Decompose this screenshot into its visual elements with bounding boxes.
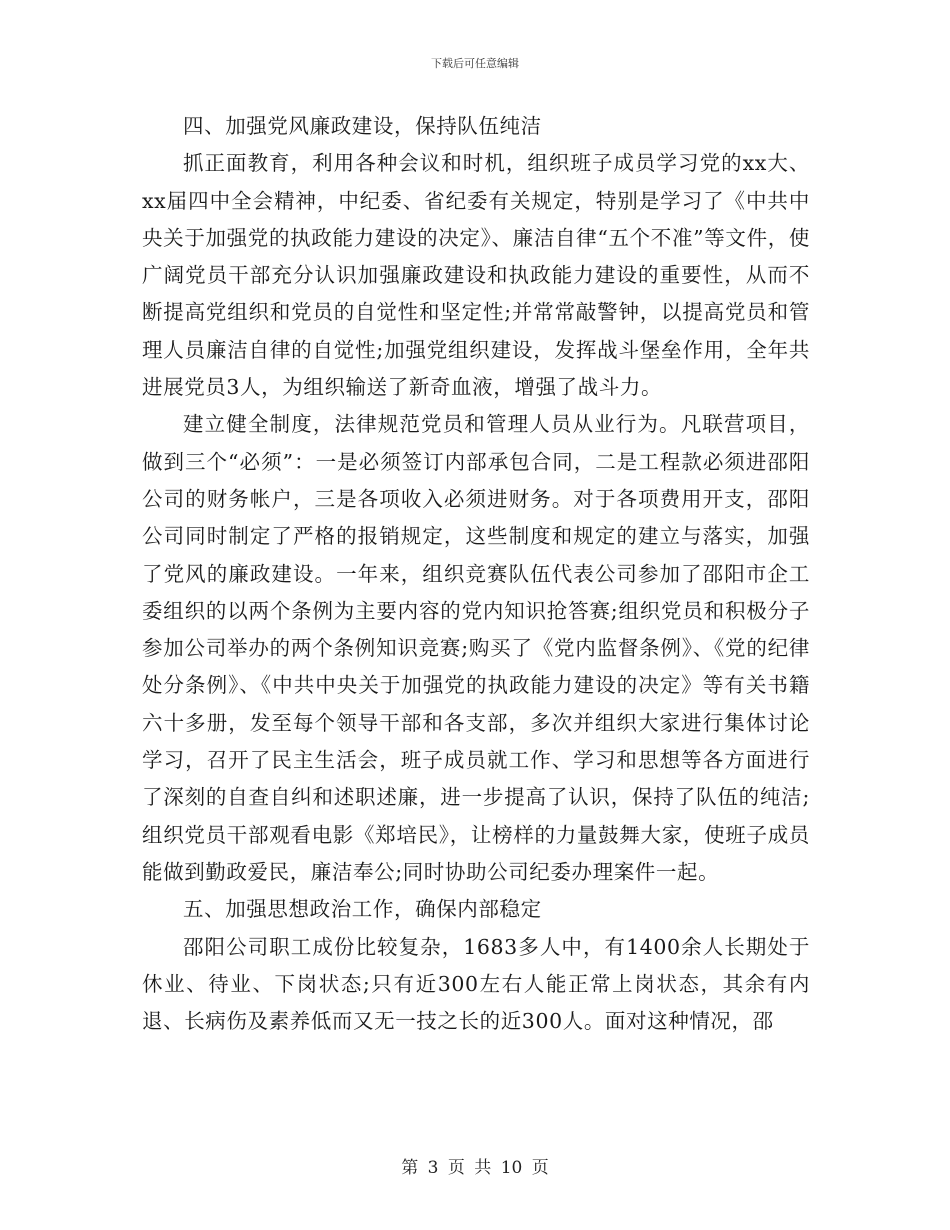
section-heading-5: 五、加强思想政治工作，确保内部稳定 (183, 897, 542, 922)
header-note: 下载后可任意编辑 (431, 57, 519, 70)
page-number: 第 3 页 共 10 页 (401, 1158, 549, 1178)
section-heading-4: 四、加强党风廉政建设，保持队伍纯洁 (183, 114, 542, 138)
paragraph-education: 抓正面教育，利用各种会议和时机，组织班子成员学习党的xx大、xx届四中全会精神，中纪委、省纪委有关规定，特别是学习了《中共中央关于加强党的执政能力建设的决定》、廉洁自律“五个不准”等文件，使广阔党员干部充分认识加强廉政建设和执政能力建设的重要性，从而不断提高党组织和党员的自觉性和坚定性;并常常敲警钟，以提高党员和管理人员廉洁自律的自觉性;加强党组织建设，发挥战斗堡垒作用，全年共进展党员3人，为组织输送了新奇血液，增强了战斗力。 (142, 151, 810, 400)
document-body (142, 108, 810, 1040)
paragraph-regulations: 建立健全制度，法律规范党员和管理人员从业行为。凡联营项目，做到三个“必须”：一是必须签订内部承包合同，二是工程款必须进邵阳公司的财务帐户，三是各项收入必须进财务。对于各项费用开支，邵阳公司同时制定了严格的报销规定，这些制度和规定的建立与落实，加强了党风的廉政建设。一年来，组织竞赛队伍代表公司参加了邵阳市企工委组织的以两个条例为主要内容的党内知识抢答赛;组织党员和积极分子参加公司举办的两个条例知识竞赛;购买了《党内监督条例》、《党的纪律处分条例》、《中共中央关于加强党的执政能力建设的决定》等有关书籍六十多册，发至每个领导干部和各支部，多次并组织大家进行集体讨论学习，召开了民主生活会，班子成员就工作、学习和思想等各方面进行了深刻的自查自纠和述职述廉，进一步提高了认识，保持了队伍的纯洁;组织党员干部观看电影《郑培民》，让榜样的力量鼓舞大家，使班子成员能做到勤政爱民，廉洁奉公;同时协助公司纪委办理案件一起。 (142, 412, 810, 884)
paragraph-workforce: 邵阳公司职工成份比较复杂，1683多人中，有1400余人长期处于休业、待业、下岗状态;只有近300左右人能正常上岗状态，其余有内退、长病伤及素养低而又无一技之长的近300人。面对这种情况，邵 (142, 934, 810, 1034)
